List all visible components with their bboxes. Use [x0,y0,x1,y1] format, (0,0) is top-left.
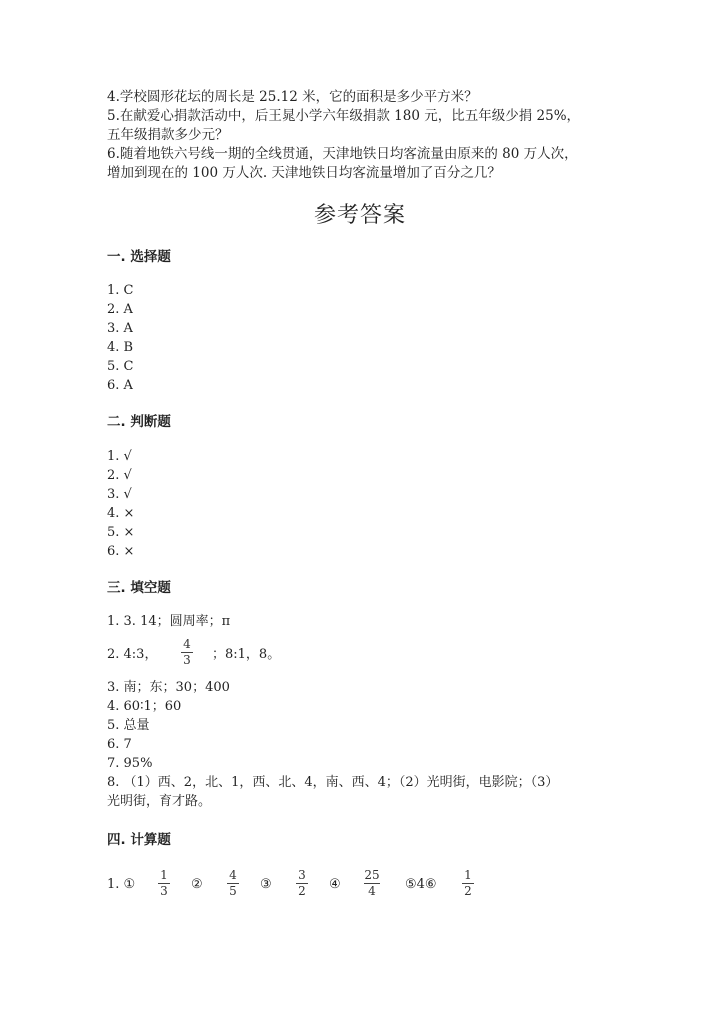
question-6-line-2: 增加到现在的 100 万人次. 天津地铁日均客流量增加了百分之几？ [107,165,501,181]
choice-answer: 6. A [107,378,133,393]
section-heading-calculation: 四. 计算题 [107,832,171,848]
choice-answer: 2. A [107,302,133,317]
choice-answer: 3. A [107,321,133,336]
fill-answer-8-line-2: 光明街，育才路。 [107,794,212,809]
fraction-denominator: 2 [464,884,472,898]
judgement-answer: 6. × [107,544,135,559]
page-title: 参考答案 [313,203,406,228]
fraction-numerator: 4 [229,868,237,882]
fraction-numerator: 3 [298,868,306,882]
calc-answer-prefix: 1. ① [107,877,136,892]
question-4: 4.学校圆形花坛的周长是 25.12 米，它的面积是多少平方米？ [107,89,478,105]
section-heading-judgement: 二. 判断题 [107,414,171,430]
choice-answer: 5. C [107,359,134,374]
question-6-line-1: 6.随着地铁六号线一期的全线贯通，天津地铁日均客流量由原来的 80 万人次， [107,146,578,162]
fraction-denominator: 4 [368,884,376,898]
fraction [181,638,193,667]
calc-marker: ⑤4⑥ [405,877,437,892]
judgement-answer: 5. × [107,525,135,540]
section-heading-fill-blank: 三. 填空题 [107,580,171,596]
choice-answer: 4. B [107,340,134,355]
fill-answer: 7. 95% [107,756,153,771]
fraction [296,869,308,898]
fraction-numerator: 4 [183,637,191,651]
judgement-answer: 4. × [107,506,135,521]
fill-answer-2-prefix: 2. 4:3， [107,647,158,662]
fraction-denominator: 3 [160,884,168,898]
judgement-answer: 2. √ [107,468,132,483]
fill-answer-2-suffix: ；8:1，8。 [212,647,281,662]
calc-marker: ③ [260,877,272,892]
fill-answer: 3. 南；东；30；400 [107,680,230,695]
fraction [227,869,239,898]
fill-answer: 5. 总量 [107,718,150,733]
fill-answer: 4. 60∶1；60 [107,699,182,714]
fraction-denominator: 2 [298,884,306,898]
fraction [462,869,474,898]
fraction [364,869,380,898]
judgement-answer: 1. √ [107,449,132,464]
question-5-line-1: 5.在献爱心捐款活动中，后王晁小学六年级捐款 180 元，比五年级少捐 25%， [107,108,581,124]
fraction-numerator: 1 [464,868,472,882]
fraction-denominator: 3 [183,653,191,667]
question-5-line-2: 五年级捐款多少元？ [107,127,229,143]
calc-marker: ④ [329,877,341,892]
fraction-denominator: 5 [229,884,237,898]
fraction-numerator: 25 [364,868,380,882]
judgement-answer: 3. √ [107,487,132,502]
fraction-numerator: 1 [160,868,168,882]
choice-answer: 1. C [107,283,134,298]
fill-answer: 6. 7 [107,737,132,752]
fill-answer-1: 1. 3. 14；圆周率；π [107,614,231,629]
section-heading-choice: 一. 选择题 [107,249,171,265]
fill-answer-8-line-1: 8. （1）西、2，北、1，西、北、4，南、西、4；（2）光明街，电影院；（3） [107,775,559,790]
fraction [158,869,170,898]
calc-marker: ② [191,877,203,892]
